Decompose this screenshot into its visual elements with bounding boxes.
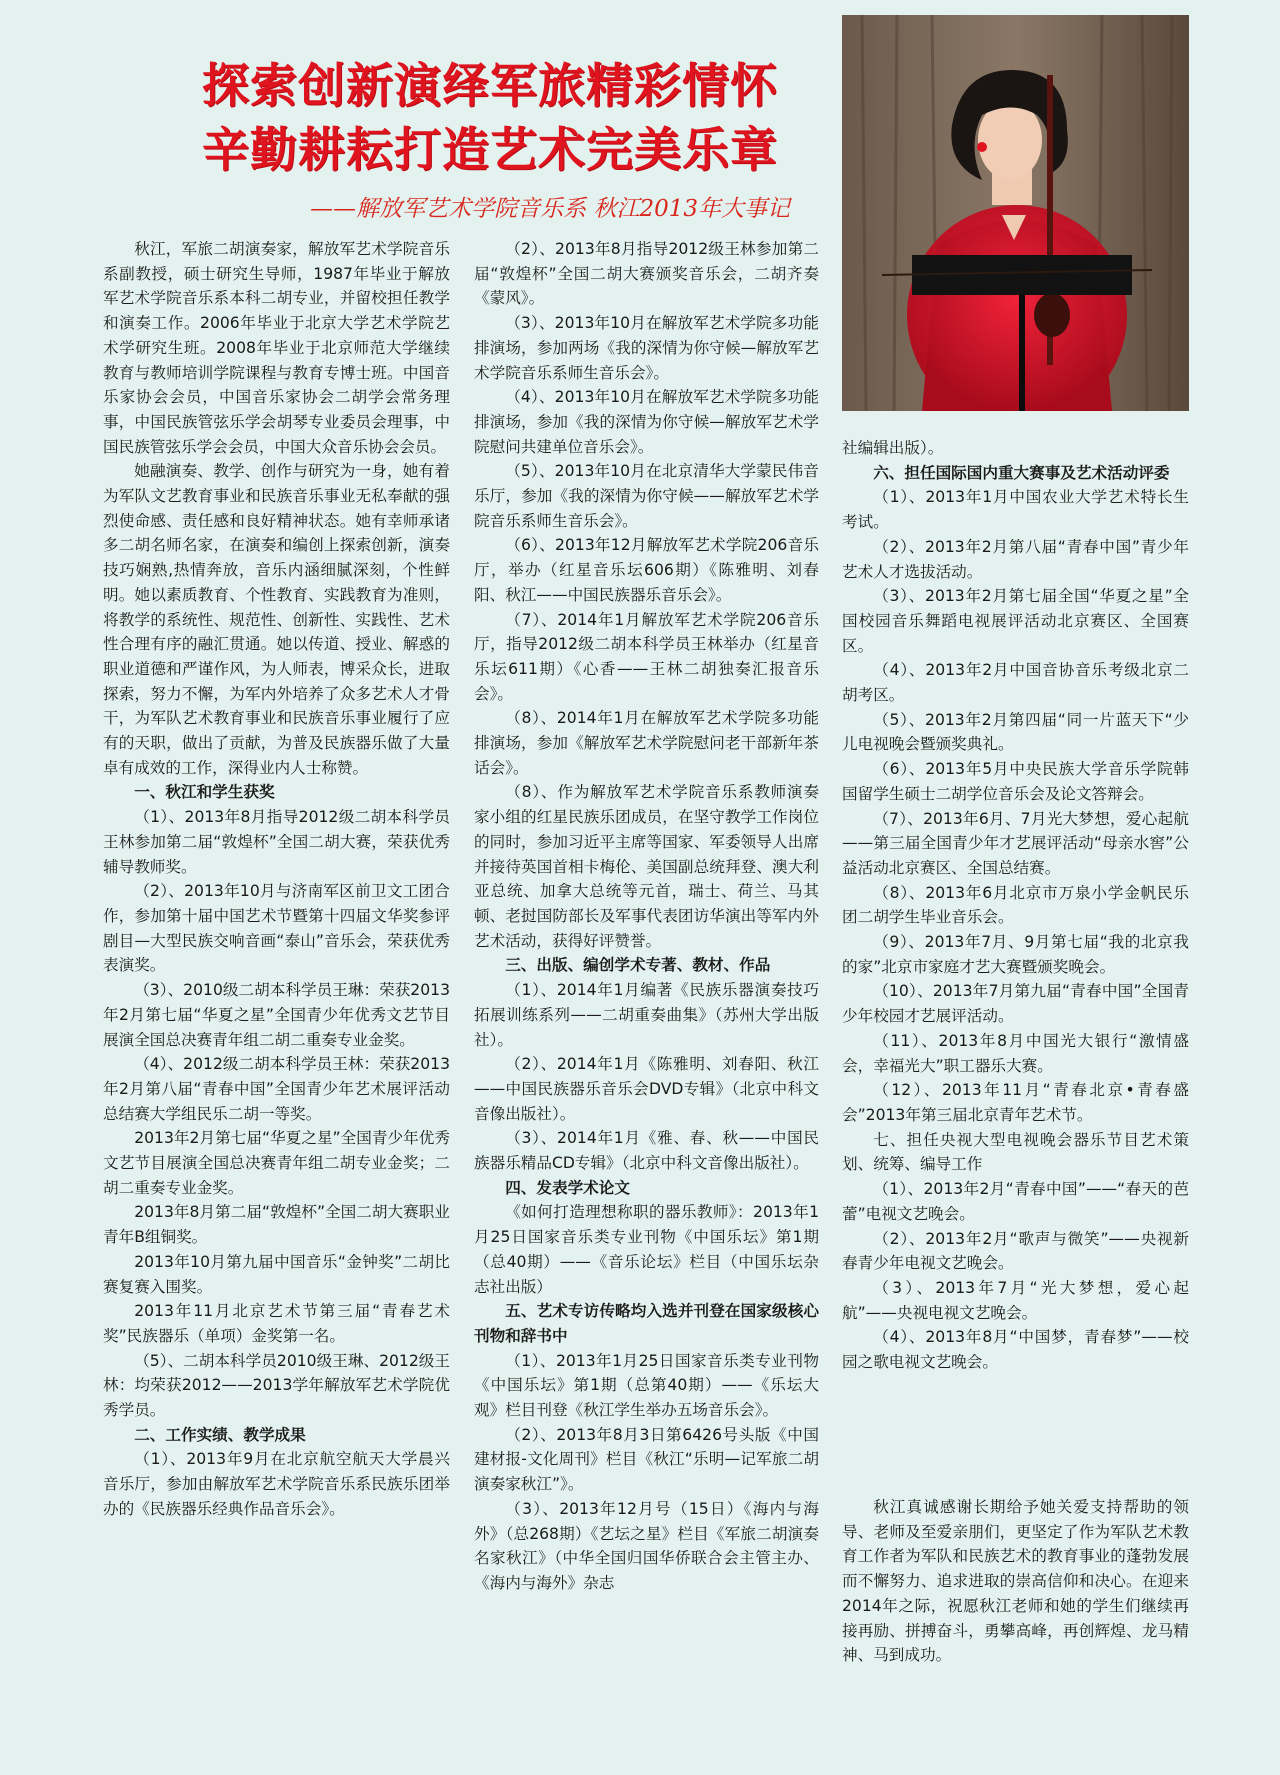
body-paragraph: （3）、2014年1月《雅、春、秋——中国民族器乐精品CD专辑》（北京中科文音像出版社）。: [474, 1129, 819, 1173]
body-paragraph: 2013年10月第九届中国音乐“金钟奖”二胡比赛复赛入围奖。: [103, 1252, 450, 1296]
body-paragraph: （1）、2013年2月“青春中国”——“春天的芭蕾”电视文艺晚会。: [842, 1180, 1189, 1223]
section-heading: 二、工作实绩、教学成果: [134, 1425, 306, 1444]
section-heading: 六、担任国际国内重大赛事及艺术活动评委: [873, 463, 1170, 482]
body-paragraph: （5）、2013年10月在北京清华大学蒙民伟音乐厅，参加《我的深情为你守候——解放军艺术学院音乐系师生音乐会》。: [474, 462, 819, 530]
body-paragraph: （2）、2014年1月《陈雅明、刘春阳、秋江——中国民族器乐音乐会DVD专辑》（北京中科文音像出版社）。: [474, 1055, 819, 1123]
section-heading: 五、艺术专访传略均入选并刊登在国家级核心刊物和辞书中: [474, 1302, 819, 1345]
closing-paragraph: 秋江真诚感谢长期给予她关爱支持帮助的领导、老师及至爱亲朋们，更坚定了作为军队艺术教育工作者为军队和民族艺术的教育事业的蓬勃发展而不懈努力、追求进取的崇高信仰和决心。在迎来2014年之际，祝愿秋江老师和她的学生们继续再接再励、拼搏奋斗，勇攀高峰，再创辉煌、龙马精神、马到成功。: [842, 1498, 1189, 1665]
column-3: [842, 436, 1189, 1375]
body-paragraph: 七、担任央视大型电视晚会器乐节目艺术策划、统筹、编导工作: [842, 1130, 1189, 1174]
title-line-1: 探索创新演绎军旅精彩情怀: [202, 59, 778, 114]
title-line-2: 辛勤耕耘打造艺术完美乐章: [202, 123, 778, 178]
body-paragraph: （1）、2013年1月25日国家音乐类专业刊物《中国乐坛》第1期（总第40期）——《乐坛大观》栏目刊登《秋江学生举办五场音乐会》。: [474, 1351, 819, 1420]
body-paragraph: （5）、2013年2月第四届“同一片蓝天下“少儿电视晚会暨颁奖典礼。: [842, 710, 1189, 754]
body-paragraph: （7）、2013年6月、7月光大梦想，爱心起航——第三届全国青少年才艺展评活动“母亲水窖”公益活动北京赛区、全国总结赛。: [842, 809, 1189, 877]
article-title: [140, 55, 840, 183]
body-paragraph: （3）、2013年7月“光大梦想，爱心起航”——央视电视文艺晚会。: [842, 1278, 1189, 1322]
article-subtitle: ——解放军艺术学院音乐系 秋江2013年大事记: [310, 196, 790, 222]
body-paragraph: （11）、2013年8月中国光大银行“激情盛会，幸福光大”职工器乐大赛。: [842, 1031, 1189, 1075]
body-paragraph: （4）、2013年2月中国音协音乐考级北京二胡考区。: [842, 661, 1189, 705]
body-paragraph: （1）、2013年1月中国农业大学艺术特长生考试。: [842, 488, 1189, 532]
column-2: [474, 237, 819, 1596]
body-paragraph: （8）、2013年6月北京市万泉小学金帆民乐团二胡学生毕业音乐会。: [842, 883, 1189, 927]
body-paragraph: （2）、2013年2月“歌声与微笑”——央视新春青少年电视文艺晚会。: [842, 1229, 1189, 1273]
body-paragraph: （2）、2013年8月指导2012级王林参加第二届“敦煌杯”全国二胡大赛颁奖音乐会，二胡齐奏《蒙风》。: [474, 240, 819, 308]
section-heading: 一、秋江和学生获奖: [134, 783, 275, 802]
column-1: [103, 237, 450, 1522]
body-paragraph: （12）、2013年11月“青春北京•青春盛会”2013年第三届北京青年艺术节。: [842, 1081, 1189, 1124]
body-paragraph: （2）、2013年2月第八届“青春中国”青少年艺术人才选拔活动。: [842, 537, 1189, 581]
body-paragraph: （9）、2013年7月、9月第七届“我的北京我的家”北京市家庭才艺大赛暨颁奖晚会。: [842, 933, 1189, 976]
body-paragraph: （1）、2013年8月指导2012级二胡本科学员王林参加第二届“敦煌杯”全国二胡大赛，荣获优秀辅导教师奖。: [103, 808, 450, 876]
body-paragraph: 社编辑出版）。: [842, 439, 944, 457]
body-paragraph: （1）、2013年9月在北京航空航天大学晨兴音乐厅，参加由解放军艺术学院音乐系民族乐团举办的《民族器乐经典作品音乐会》。: [103, 1450, 450, 1518]
body-paragraph: （3）、2013年12月号（15日）《海内与海外》（总268期）《艺坛之星》栏目《军旅二胡演奏名家秋江》（中华全国归国华侨联合会主管主办、《海内与海外》杂志: [474, 1499, 819, 1592]
body-paragraph: （2）、2013年10月与济南军区前卫文工团合作，参加第十届中国艺术节暨第十四届文华奖参评剧目—大型民族交响音画“泰山”音乐会，荣获优秀表演奖。: [103, 882, 450, 975]
body-paragraph: 《如何打造理想称职的器乐教师》：2013年1月25日国家音乐类专业刊物《中国乐坛》第1期（总40期）——《音乐论坛》栏目（中国乐坛杂志社出版）: [474, 1203, 819, 1296]
section-heading: 三、出版、编创学术专著、教材、作品: [505, 956, 771, 975]
body-paragraph: （1）、2014年1月编著《民族乐器演奏技巧拓展训练系列——二胡重奏曲集》（苏州大学出版社）。: [474, 981, 819, 1049]
body-paragraph: 2013年8月第二届“敦煌杯”全国二胡大赛职业青年B组铜奖。: [103, 1203, 450, 1247]
body-paragraph: （4）、2013年10月在解放军艺术学院多功能排演场，参加《我的深情为你守候—解放军艺术学院慰问共建单位音乐会》。: [474, 388, 819, 456]
body-paragraph: （8）、作为解放军艺术学院音乐系教师演奏家小组的红星民族乐团成员，在坚守教学工作岗位的同时，参加习近平主席等国家、军委领导人出席并接待英国首相卡梅伦、美国副总统拜登、澳大利亚总统、加拿大总统等元首，瑞士、荷兰、马其顿、老挝国防部长及军事代表团访华演出等军内外艺术活动，获得好评赞誉。: [474, 783, 819, 950]
body-paragraph: 她融演奏、教学、创作与研究为一身，她有着为军队文艺教育事业和民族音乐事业无私奉献的强烈使命感、责任感和良好精神状态。她有幸师承诸多二胡名师名家，在演奏和编创上探索创新，演奏技巧娴熟,热情奔放，音乐内涵细腻深刻，个性鲜明。她以素质教育、个性教育、实践教育为准则，将教学的系统性、规范性、创新性、实践性、艺术性合理有序的融汇贯通。她以传道、授业、解惑的职业道德和严谨作风，为人师表，博采众长，进取探索，努力不懈，为军内外培养了众多艺术人才骨干，为军队艺术教育事业和民族音乐事业履行了应有的天职，做出了贡献，为普及民族器乐做了大量卓有成效的工作，深得业内人士称赞。: [103, 462, 450, 777]
body-paragraph: （6）、2013年12月解放军艺术学院206音乐厅，举办（红星音乐坛606期）《陈雅明、刘春阳、秋江——中国民族器乐音乐会》。: [474, 536, 819, 604]
body-paragraph: （10）、2013年7月第九届“青春中国”全国青少年校园才艺展评活动。: [842, 982, 1189, 1026]
body-paragraph: （6）、2013年5月中央民族大学音乐学院韩国留学生硕士二胡学位音乐会及论文答辩会。: [842, 760, 1189, 803]
erhu-performer-photo: [842, 15, 1189, 411]
body-paragraph: （7）、2014年1月解放军艺术学院206音乐厅，指导2012级二胡本科学员王林举办（红星音乐坛611期）《心香——王林二胡独奏汇报音乐会》。: [474, 610, 819, 703]
body-paragraph: （3）、2013年10月在解放军艺术学院多功能排演场，参加两场《我的深情为你守候—解放军艺术学院音乐系师生音乐会》。: [474, 314, 819, 382]
closing-paragraph-block: [842, 1495, 1189, 1668]
body-paragraph: 2013年2月第七届“华夏之星”全国青少年优秀文艺节目展演全国总决赛青年组二胡专业金奖；二胡二重奏专业金奖。: [103, 1129, 450, 1197]
body-paragraph: （5）、二胡本科学员2010级王琳、2012级王林：均荣获2012——2013学年解放军艺术学院优秀学员。: [103, 1351, 450, 1420]
body-paragraph: （8）、2014年1月在解放军艺术学院多功能排演场，参加《解放军艺术学院慰问老干部新年茶话会》。: [474, 709, 819, 777]
section-heading: 四、发表学术论文: [505, 1178, 630, 1197]
body-paragraph: （4）、2013年8月“中国梦，青春梦”——校园之歌电视文艺晚会。: [842, 1328, 1189, 1372]
body-paragraph: （4）、2012级二胡本科学员王林：荣获2013年2月第八届“青春中国”全国青少年艺术展评活动总结赛大学组民乐二胡一等奖。: [103, 1055, 450, 1123]
body-paragraph: 秋江，军旅二胡演奏家，解放军艺术学院音乐系副教授，硕士研究生导师，1987年毕业于解放军艺术学院音乐系本科二胡专业，并留校担任教学和演奏工作。2006年毕业于北京大学艺术学院艺术学研究生班。2008年毕业于北京师范大学继续教育与教师培训学院课程与教育专博士班。中国音乐家协会会员，中国音乐家协会二胡学会常务理事，中国民族管弦乐学会胡琴专业委员会理事，中国民族管弦乐学会会员，中国大众音乐协会会员。: [103, 240, 450, 456]
body-paragraph: 2013年11月北京艺术节第三届“青春艺术奖”民族器乐（单项）金奖第一名。: [103, 1302, 450, 1345]
body-paragraph: （3）、2013年2月第七届全国“华夏之星”全国校园音乐舞蹈电视展评活动北京赛区、全国赛区。: [842, 587, 1189, 655]
body-paragraph: （3）、2010级二胡本科学员王琳：荣获2013年2月第七届“华夏之星”全国青少年优秀文艺节目展演全国总决赛青年组二胡二重奏专业金奖。: [103, 981, 450, 1049]
body-paragraph: （2）、2013年8月3日第6426号头版《中国建材报-文化周刊》栏目《秋江“乐明—记军旅二胡演奏家秋江”》。: [474, 1425, 819, 1494]
